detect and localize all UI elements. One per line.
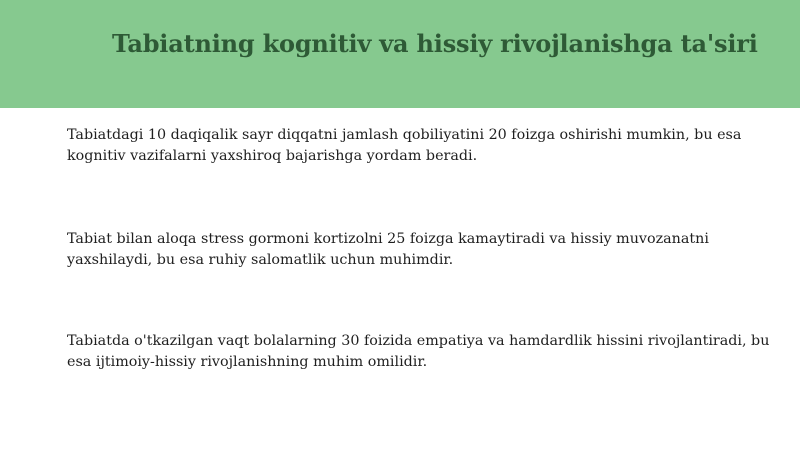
paragraph-empathy: Tabiatda o'tkazilgan vaqt bolalarning 30 foizida empatiya va hamdardlik hissini rivojlantiradi, bu esa ijtimoiy-hissiy rivojlanishning muhim omilidir. (67, 333, 770, 370)
slide-title: Tabiatning kognitiv va hissiy rivojlanishga ta'siri (112, 29, 758, 58)
paragraph-stress: Tabiat bilan aloqa stress gormoni kortizolni 25 foizga kamaytiradi va hissiy muvozanatni yaxshilaydi, bu esa ruhiy salomatlik uchun muhimdir. (67, 231, 709, 268)
paragraph-cognitive: Tabiatdagi 10 daqiqalik sayr diqqatni jamlash qobiliyatini 20 foizga oshirishi mumkin, bu esa kognitiv vazifalarni yaxshiroq bajarishga yordam beradi. (67, 127, 742, 164)
header-banner (0, 0, 800, 108)
